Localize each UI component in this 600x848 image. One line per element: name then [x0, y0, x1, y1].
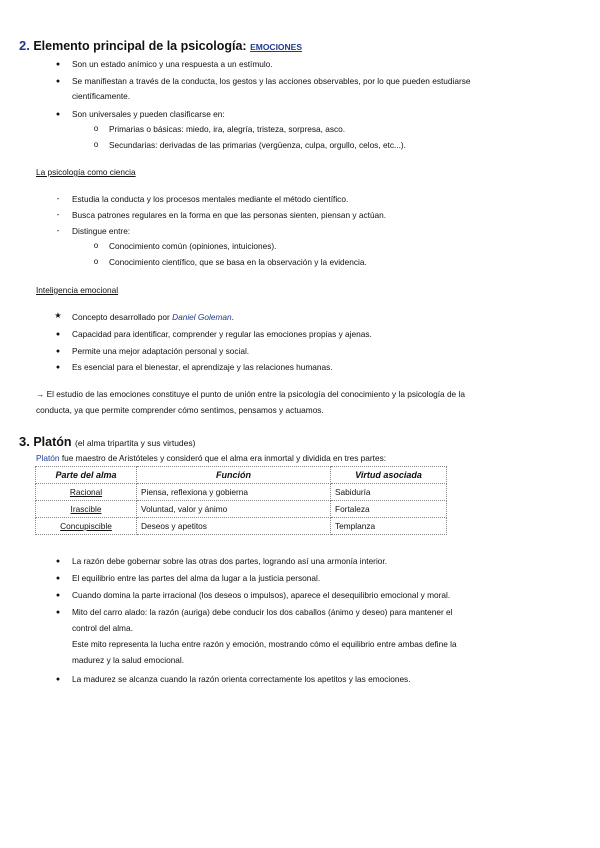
plato-bullet-1: La razón debe gobernar sobre las otras dos partes, logrando así una armonía interior. — [72, 556, 388, 566]
emotion-bullet-2: Se manifiestan a través de la conducta, los gestos y las acciones observables, por lo que pueden estudiarse — [72, 76, 471, 86]
sub-bullet-icon — [90, 123, 102, 133]
section-3-title: Platón — [33, 435, 72, 449]
bullet-icon — [52, 572, 64, 582]
table-row — [36, 518, 447, 535]
science-sub-2: Conocimiento científico, que se basa en la observación y la evidencia. — [109, 257, 367, 267]
ie-item-3: Permite una mejor adaptación personal y social. — [72, 346, 250, 356]
dash-icon — [52, 225, 64, 235]
table-cell: Concupiscible — [36, 518, 137, 535]
bullet-icon — [52, 673, 64, 683]
table-cell: Templanza — [331, 518, 447, 535]
ie-item-1-suffix: . — [231, 312, 234, 322]
section-2-title: Elemento principal de la psicología: — [33, 39, 247, 53]
plato-intro-rest: fue maestro de Aristóteles y consideró que el alma era inmortal y dividida en tres partes: — [59, 453, 387, 463]
dash-icon — [52, 193, 64, 203]
section-3-number: 3. — [19, 434, 30, 449]
ie-item-4: Es esencial para el bienestar, el aprendizaje y las relaciones humanas. — [72, 362, 333, 372]
section-2-heading — [19, 38, 302, 53]
bullet-icon — [52, 606, 64, 616]
table-cell: Deseos y apetitos — [137, 518, 331, 535]
star-icon — [52, 310, 64, 320]
science-item-2: Busca patrones regulares en la forma en que las personas sienten, piensan y actúan. — [72, 210, 387, 220]
table-header: Parte del alma — [36, 467, 137, 484]
dash-icon — [52, 209, 64, 219]
ie-heading: Inteligencia emocional — [36, 285, 119, 295]
plato-bullet-5: La madurez se alcanza cuando la razón orienta correctamente los apetitos y las emociones. — [72, 674, 411, 684]
conclusion-line-1: → El estudio de las emociones constituye el punto de unión entre la psicología del conocimiento y la psicología de la — [36, 389, 465, 399]
emotion-sub-1: Primarias o básicas: miedo, ira, alegría, tristeza, sorpresa, asco. — [109, 124, 346, 134]
sub-bullet-icon — [90, 256, 102, 266]
bullet-icon — [52, 589, 64, 599]
table-cell: Piensa, reflexiona y gobierna — [137, 484, 331, 501]
section-3-subtitle: (el alma tripartita y sus virtudes) — [75, 438, 196, 448]
table-row — [36, 501, 447, 518]
emociones-link[interactable]: EMOCIONES — [250, 42, 303, 52]
ie-item-1 — [72, 312, 234, 322]
bullet-icon — [52, 345, 64, 355]
table-header-row — [36, 467, 447, 484]
sub-bullet-icon — [90, 139, 102, 149]
bullet-icon — [52, 75, 64, 85]
section-2-number: 2. — [19, 38, 30, 53]
bullet-icon — [52, 361, 64, 371]
table-header: Virtud asociada — [331, 467, 447, 484]
emotion-sub-2: Secundarias: derivadas de las primarias (vergüenza, culpa, orgullo, celos, etc...). — [109, 140, 406, 150]
science-item-3: Distingue entre: — [72, 226, 131, 236]
myth-cont-3: madurez y la salud emocional. — [72, 655, 185, 665]
myth-cont-2: Este mito representa la lucha entre razón y emoción, mostrando cómo el equilibrio entre ambas define la — [72, 639, 457, 649]
plato-name: Platón — [36, 453, 60, 463]
table-cell: Voluntad, valor y ánimo — [137, 501, 331, 518]
science-item-1: Estudia la conducta y los procesos mentales mediante el método científico. — [72, 194, 349, 204]
plato-intro — [36, 453, 386, 463]
science-heading: La psicología como ciencia — [36, 167, 136, 177]
myth-cont-1: control del alma. — [72, 623, 133, 633]
science-sub-1: Conocimiento común (opiniones, intuiciones). — [109, 241, 277, 251]
sub-bullet-icon — [90, 240, 102, 250]
table-cell: Irascible — [36, 501, 137, 518]
emotion-bullet-2-cont: científicamente. — [72, 91, 131, 101]
section-3-heading — [19, 434, 195, 449]
table-cell: Sabiduría — [331, 484, 447, 501]
table-row — [36, 484, 447, 501]
bullet-icon — [52, 58, 64, 68]
plato-bullet-3: Cuando domina la parte irracional (los deseos o impulsos), aparece el desequilibrio emocional y moral. — [72, 590, 451, 600]
emotion-bullet-1: Son un estado anímico y una respuesta a un estímulo. — [72, 59, 273, 69]
bullet-icon — [52, 555, 64, 565]
ie-item-2: Capacidad para identificar, comprender y regular las emociones propias y ajenas. — [72, 329, 372, 339]
table-cell: Fortaleza — [331, 501, 447, 518]
emotion-bullet-3: Son universales y pueden clasificarse en: — [72, 109, 225, 119]
conclusion-line-2: conducta, ya que permite comprender cómo sentimos, pensamos y actuamos. — [36, 405, 324, 415]
plato-bullet-4: Mito del carro alado: la razón (auriga) debe conducir los dos caballos (ánimo y deseo) para mantener el — [72, 607, 453, 617]
bullet-icon — [52, 328, 64, 338]
table-header: Función — [137, 467, 331, 484]
table-cell: Racional — [36, 484, 137, 501]
plato-bullet-2: El equilibrio entre las partes del alma da lugar a la justicia personal. — [72, 573, 321, 583]
goleman-name: Daniel Goleman — [172, 312, 232, 322]
bullet-icon — [52, 108, 64, 118]
soul-parts-table — [35, 466, 447, 535]
ie-item-1-prefix: Concepto desarrollado por — [72, 312, 173, 322]
